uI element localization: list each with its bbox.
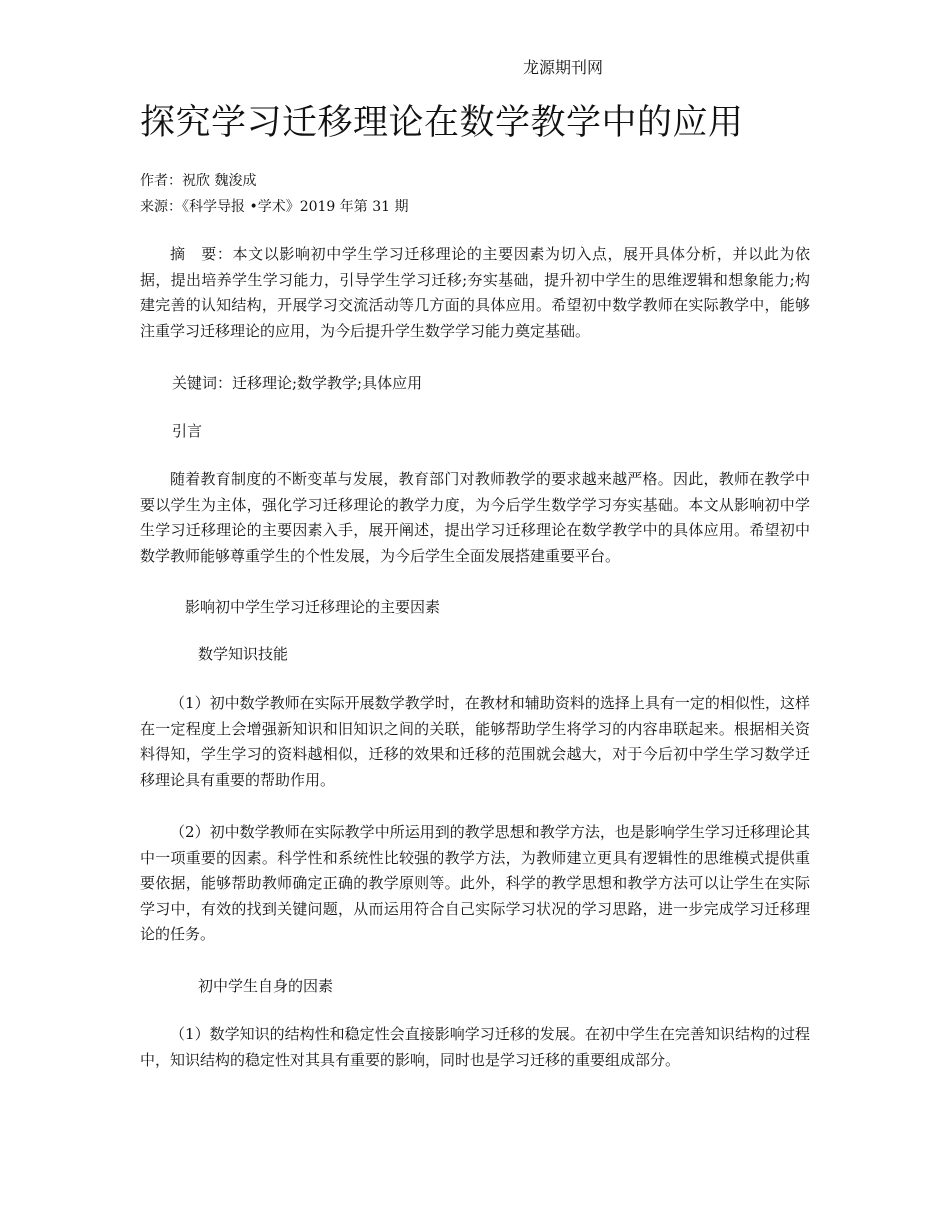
keywords: 关键词：迁移理论;数学教学;具体应用 xyxy=(172,374,423,392)
intro-heading: 引言 xyxy=(172,422,203,440)
article-source: 来源：《科学导报 •学术》2019 年第 31 期 xyxy=(140,199,409,215)
site-name: 龙源期刊网 xyxy=(523,58,604,77)
subsection-heading: 数学知识技能 xyxy=(198,645,289,663)
subsection-heading: 初中学生自身的因素 xyxy=(198,977,334,995)
intro-paragraph: 随着教育制度的不断变革与发展，教育部门对教师教学的要求越来越严格。因此，教师在教学中要以学生为主体，强化学习迁移理论的教学力度，为今后学生数学学习夯实基础。本文从影响初中学生学习迁移理论的主要因素入手，展开阐述，提出学习迁移理论在数学教学中的具体应用。希望初中数学教师能够尊重学生的个性发展，为今后学生全面发展搭建重要平台。 xyxy=(140,470,810,565)
article-title: 探究学习迁移理论在数学教学中的应用 xyxy=(140,103,744,143)
abstract: 摘 要：本文以影响初中学生学习迁移理论的主要因素为切入点，展开具体分析，并以此为依据，提出培养学生学习能力，引导学生学习迁移;夯实基础，提升初中学生的思维逻辑和想象能力;构建完善的认知结构，开展学习交流活动等几方面的具体应用。希望初中数学教师在实际教学中，能够注重学习迁移理论的应用，为今后提升学生数学学习能力奠定基础。 xyxy=(140,245,810,340)
body-paragraph: （2）初中数学教师在实际教学中所运用到的教学思想和教学方法，也是影响学生学习迁移理论其中一项重要的因素。科学性和系统性比较强的教学方法，为教师建立更具有逻辑性的思维模式提供重要依据，能够帮助教师确定正确的教学原则等。此外，科学的教学思想和教学方法可以让学生在实际学习中，有效的找到关键问题，从而运用符合自己实际学习状况的学习思路，进一步完成学习迁移理论的任务。 xyxy=(140,823,810,943)
section-heading: 影响初中学生学习迁移理论的主要因素 xyxy=(185,598,441,616)
article-author: 作者：祝欣 魏浚成 xyxy=(140,173,257,189)
body-paragraph: （1）初中数学教师在实际开展数学教学时，在教材和辅助资料的选择上具有一定的相似性，这样在一定程度上会增强新知识和旧知识之间的关联，能够帮助学生将学习的内容串联起来。根据相关资料得知，学生学习的资料越相似，迁移的效果和迁移的范围就会越大，对于今后初中学生学习数学迁移理论具有重要的帮助作用。 xyxy=(140,694,810,789)
body-paragraph: （1）数学知识的结构性和稳定性会直接影响学习迁移的发展。在初中学生在完善知识结构的过程中，知识结构的稳定性对其具有重要的影响，同时也是学习迁移的重要组成部分。 xyxy=(140,1025,810,1069)
